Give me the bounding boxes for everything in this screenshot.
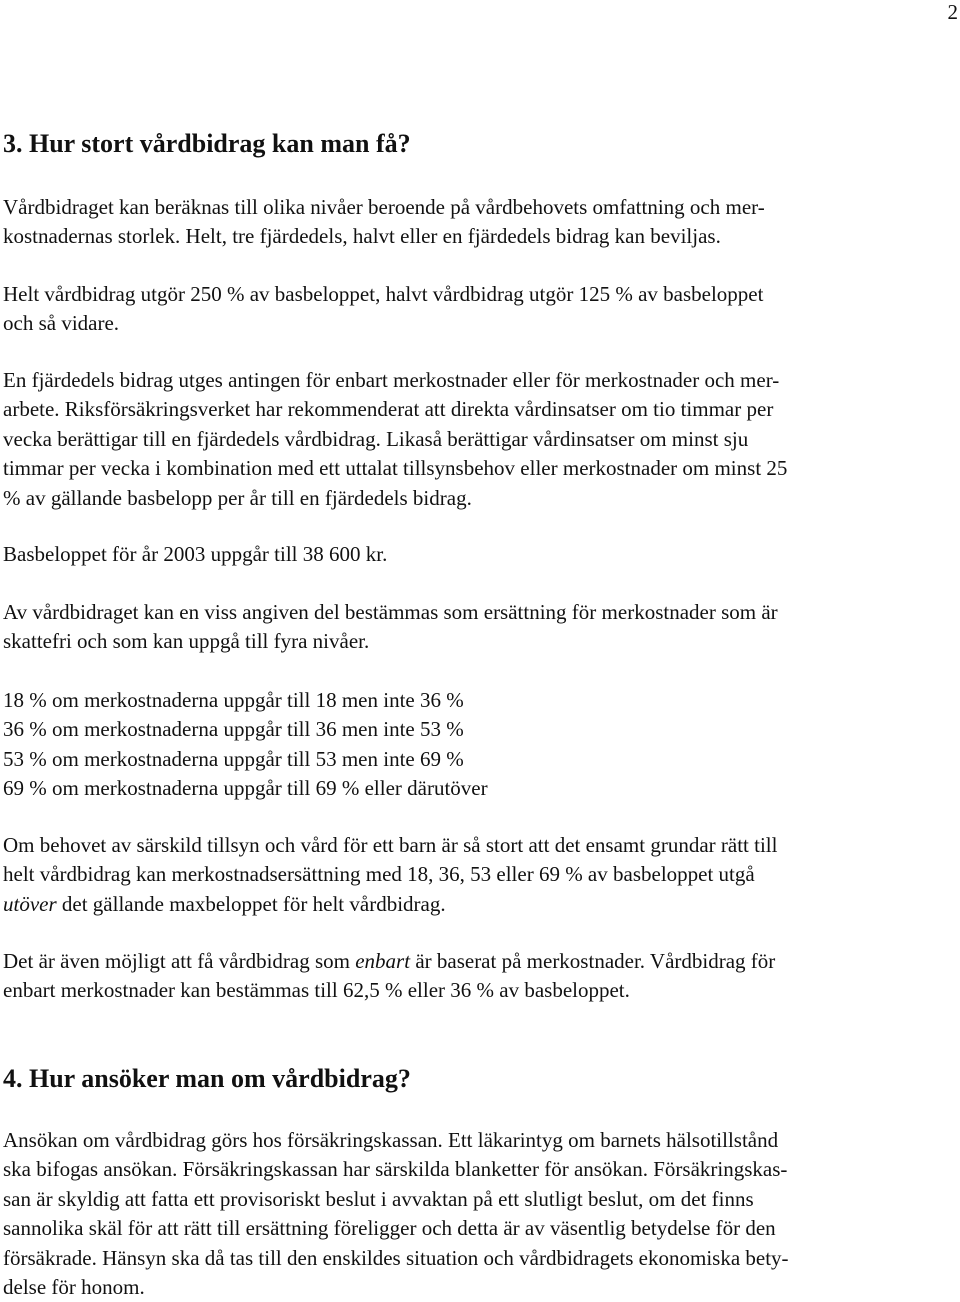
text-line: skattefri och som kan uppgå till fyra nivåer. [3, 629, 370, 654]
text-line [3, 947, 953, 976]
section-3-paragraph-2 [3, 280, 953, 339]
section-3-paragraph-5 [3, 598, 953, 657]
emphasis: enbart [355, 949, 411, 973]
text-line: sannolika skäl för att rätt till ersättning föreligger och detta är av väsentlig betydelse för den [3, 1216, 776, 1241]
text-line: En fjärdedels bidrag utges antingen för enbart merkostnader eller för merkostnader och mer- [3, 368, 780, 392]
text-line: och så vidare. [3, 311, 120, 336]
text-line: Om behovet av särskild tillsyn och vård för ett barn är så stort att det ensamt grundar rätt till [3, 833, 778, 857]
section-3-paragraph-6 [3, 831, 953, 919]
text-line [3, 890, 953, 919]
list-item: 36 % om merkostnaderna uppgår till 36 men inte 53 % [3, 717, 464, 742]
text-line: kostnadernas storlek. Helt, tre fjärdedels, halvt eller en fjärdedels bidrag kan beviljas. [3, 224, 721, 249]
text-line: Av vårdbidraget kan en viss angiven del bestämmas som ersättning för merkostnader som är [3, 600, 778, 624]
section-3-paragraph-1 [3, 193, 953, 252]
list-item: 18 % om merkostnaderna uppgår till 18 men inte 36 % [3, 688, 464, 712]
text-fragment: Det är även möjligt att få vårdbidrag som [3, 949, 356, 973]
section-3-paragraph-7 [3, 947, 953, 1006]
section-3-paragraph-4 [3, 540, 953, 569]
page-number: 2 [947, 0, 958, 24]
section-4-paragraph-1 [3, 1126, 953, 1302]
text-line: delse för honom. [3, 1275, 145, 1300]
compensation-levels-list [3, 686, 953, 804]
text-line: Basbeloppet för år 2003 uppgår till 38 600 kr. [3, 542, 388, 566]
text-line: Vårdbidraget kan beräknas till olika nivåer beroende på vårdbehovets omfattning och mer- [3, 195, 765, 219]
text-fragment: det gällande maxbeloppet för helt vårdbidrag. [56, 891, 446, 916]
text-line: Ansökan om vårdbidrag görs hos försäkringskassan. Ett läkarintyg om barnets hälsotillstånd [3, 1128, 779, 1152]
text-line: försäkrade. Hänsyn ska då tas till den enskildes situation och vårdbidragets ekonomiska bety- [3, 1245, 789, 1270]
text-line: enbart merkostnader kan bestämmas till 62,5 % eller 36 % av basbeloppet. [3, 978, 630, 1003]
emphasis: utöver [3, 891, 57, 916]
text-line: san är skyldig att fatta ett provisoriskt beslut i avvaktan på ett slutligt beslut, om det finns [3, 1186, 754, 1211]
text-line: helt vårdbidrag kan merkostnadsersättning med 18, 36, 53 eller 69 % av basbeloppet utgå [3, 862, 755, 887]
section-3-paragraph-3 [3, 366, 953, 513]
list-item: 53 % om merkostnaderna uppgår till 53 men inte 69 % [3, 746, 464, 771]
text-line: arbete. Riksförsäkringsverket har rekommenderat att direkta vårdinsatser om tio timmar per [3, 397, 774, 422]
text-line: vecka berättigar till en fjärdedels vårdbidrag. Likaså berättigar vårdinsatser om minst sju [3, 426, 749, 451]
section-4-heading: 4. Hur ansöker man om vårdbidrag? [3, 1064, 411, 1093]
text-line: ska bifogas ansökan. Försäkringskassan har särskilda blanketter för ansökan. Försäkringskas- [3, 1157, 788, 1182]
list-item: 69 % om merkostnaderna uppgår till 69 % eller därutöver [3, 776, 488, 801]
section-3-heading: 3. Hur stort vårdbidrag kan man få? [3, 129, 411, 158]
text-line: timmar per vecka i kombination med ett uttalat tillsynsbehov eller merkostnader om minst 25 [3, 456, 788, 481]
text-fragment: är baserat på merkostnader. Vårdbidrag för [410, 949, 776, 973]
text-line: % av gällande basbelopp per år till en fjärdedels bidrag. [3, 485, 472, 510]
text-line: Helt vårdbidrag utgör 250 % av basbeloppet, halvt vårdbidrag utgör 125 % av basbeloppet [3, 282, 764, 306]
